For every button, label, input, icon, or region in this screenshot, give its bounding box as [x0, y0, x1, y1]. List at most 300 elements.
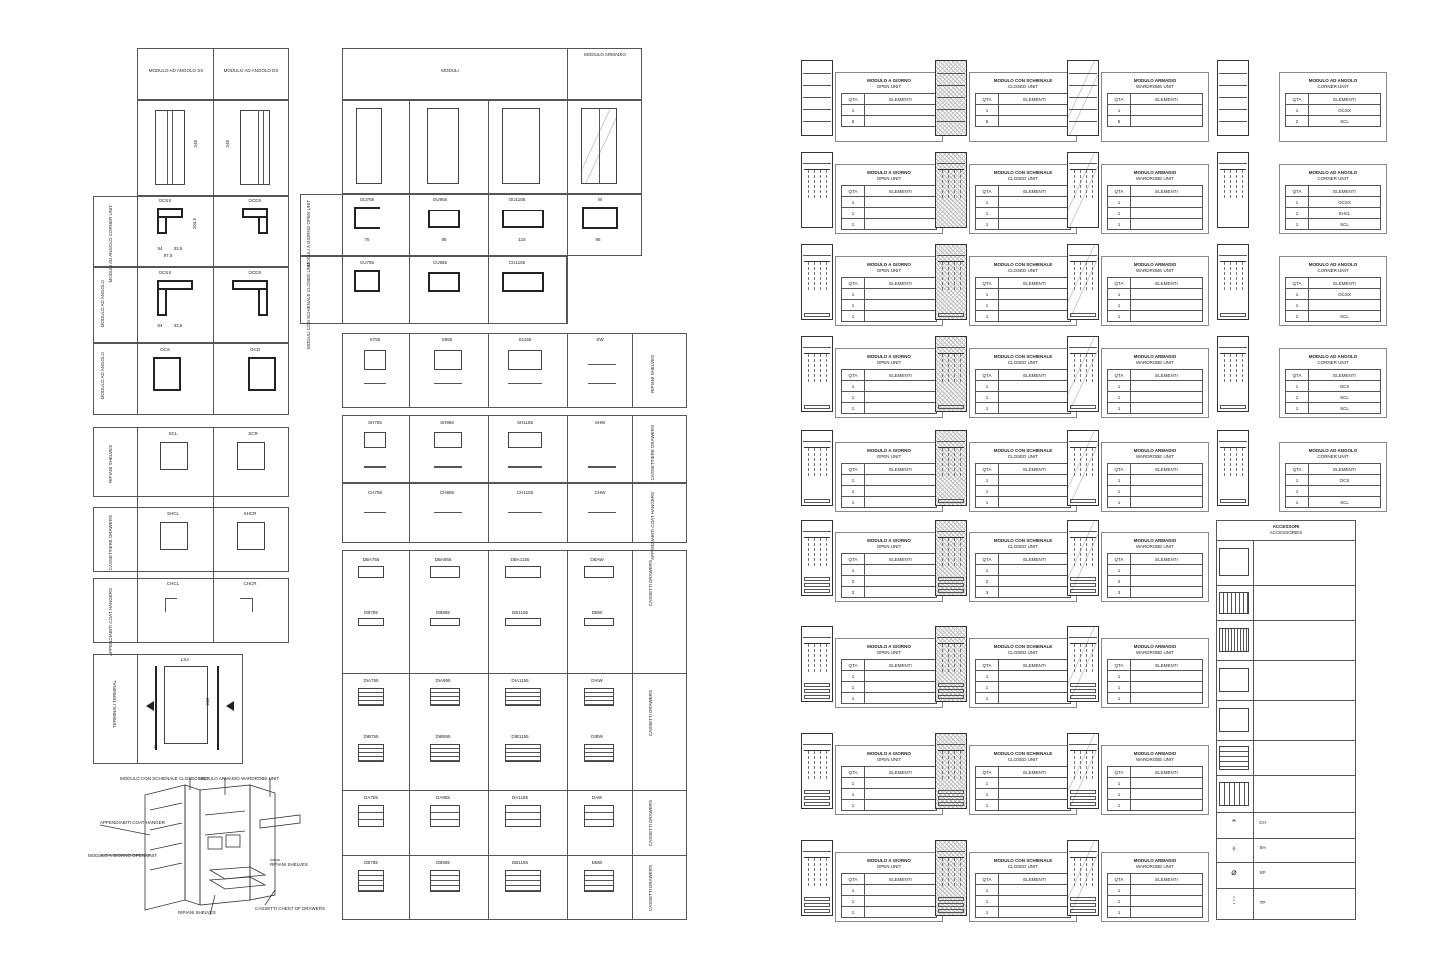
qty-cell: 1	[976, 671, 999, 682]
qty-cell: 1	[1108, 778, 1131, 789]
qty-cell: 1	[842, 682, 865, 693]
cabinet-elevation	[1067, 336, 1099, 412]
cabinet-elevation	[1067, 733, 1099, 809]
cabinet-elevation	[801, 60, 833, 136]
unit-table-frame	[1279, 164, 1387, 234]
elements-header: ELEMENTI	[1131, 767, 1203, 778]
qty-cell: 1	[976, 475, 999, 486]
unit-title: MODULO ARMADIO	[1133, 751, 1177, 756]
unit-title: MODULO CON SCHIENALE	[993, 78, 1053, 83]
accessory-drawing-1	[1219, 548, 1249, 576]
qty-cell: 1	[1286, 208, 1309, 219]
qty-cell: 1	[1286, 486, 1309, 497]
element-cell: SCL	[1309, 116, 1381, 127]
accessory-drawing-5	[1219, 708, 1249, 732]
unit-title: MODULO AD ANGOLO	[1308, 448, 1358, 453]
cabinet-elevation	[801, 336, 833, 412]
qty-cell: 1	[976, 486, 999, 497]
unit-table-frame	[969, 852, 1077, 922]
unit-subtitle: OPEN UNIT	[876, 360, 902, 365]
unit-subtitle: OPEN UNIT	[876, 176, 902, 181]
qty-header: QTA	[1286, 278, 1309, 289]
qty-header: QTA	[842, 874, 865, 885]
qty-cell: 1	[1108, 800, 1131, 811]
qty-header: QTA	[976, 186, 999, 197]
unit-subtitle: WARDROBE UNIT	[1135, 757, 1175, 762]
unit-table-frame	[835, 164, 943, 234]
cabinet-elevation	[935, 733, 967, 809]
qty-cell: 1	[1108, 197, 1131, 208]
qty-cell: 1	[1286, 392, 1309, 403]
elements-header: ELEMENTI	[865, 370, 937, 381]
qty-header: QTA	[842, 464, 865, 475]
unit-title: MODULO CON SCHIENALE	[993, 858, 1053, 863]
unit-title: MODULO CON SCHIENALE	[993, 170, 1053, 175]
element-cell: OCS	[1309, 381, 1381, 392]
unit-subtitle: CLOSED UNIT	[1007, 864, 1039, 869]
qty-cell: 1	[1286, 497, 1309, 508]
unit-title: MODULO CON SCHIENALE	[993, 448, 1053, 453]
qty-header: QTA	[842, 94, 865, 105]
unit-subtitle: OPEN UNIT	[876, 757, 902, 762]
qty-header: QTA	[842, 370, 865, 381]
qty-cell: 1	[842, 392, 865, 403]
unit-title: MODULO A GIORNO	[867, 448, 911, 453]
elements-header: ELEMENTI	[1131, 464, 1203, 475]
unit-subtitle: CLOSED UNIT	[1007, 757, 1039, 762]
qty-cell: 1	[842, 486, 865, 497]
qty-cell: 1	[1108, 403, 1131, 414]
unit-table-frame	[969, 256, 1077, 326]
elements-header: ELEMENTI	[999, 370, 1071, 381]
qty-header: QTA	[1108, 767, 1131, 778]
qty-header: QTA	[842, 278, 865, 289]
cabinet-elevation	[935, 626, 967, 702]
qty-cell: 1	[976, 381, 999, 392]
elements-header: ELEMENTI	[999, 186, 1071, 197]
qty-cell: 1	[976, 289, 999, 300]
unit-title: MODULO ARMADIO	[1133, 78, 1177, 83]
qty-header: QTA	[1108, 278, 1131, 289]
qty-cell: 1	[842, 300, 865, 311]
qty-cell: 1	[1108, 311, 1131, 322]
hanger-rod-icon: ⌀	[1231, 867, 1237, 877]
cabinet-elevation	[1067, 60, 1099, 136]
qty-cell: 1	[976, 392, 999, 403]
unit-title: MODULO A GIORNO	[867, 538, 911, 543]
unit-subtitle: CORNER UNIT	[1317, 176, 1349, 181]
unit-table-frame	[969, 348, 1077, 418]
qty-header: QTA	[1286, 464, 1309, 475]
unit-subtitle: OPEN UNIT	[876, 650, 902, 655]
elements-header: ELEMENTI	[1131, 186, 1203, 197]
qty-cell: 1	[1108, 300, 1131, 311]
qty-cell: 1	[842, 907, 865, 918]
qty-cell: 1	[842, 208, 865, 219]
accessory-drawing-7	[1219, 782, 1249, 806]
unit-subtitle: WARDROBE UNIT	[1135, 864, 1175, 869]
unit-title: MODULO CON SCHIENALE	[993, 354, 1053, 359]
qty-cell: 1	[976, 300, 999, 311]
qty-cell: 5	[1108, 116, 1131, 127]
cabinet-elevation	[801, 430, 833, 506]
qty-cell: 1	[1108, 486, 1131, 497]
cabinet-elevation	[1217, 336, 1249, 412]
accessories-title: ACCESSORI	[1272, 524, 1300, 529]
cabinet-elevation	[1217, 60, 1249, 136]
qty-cell: 5	[842, 116, 865, 127]
element-cell: SCL	[1309, 311, 1381, 322]
corner-header-right: MODULO AD ANGOLO DX	[223, 68, 279, 73]
qty-cell: 1	[976, 565, 999, 576]
accessories-sub: ACCESSORIES	[1269, 530, 1303, 535]
elements-header: ELEMENTI	[1309, 370, 1381, 381]
cabinet-elevation	[1217, 430, 1249, 506]
cabinet-elevation	[935, 430, 967, 506]
unit-subtitle: CLOSED UNIT	[1007, 84, 1039, 89]
unit-table-frame	[969, 164, 1077, 234]
cabinet-elevation	[801, 626, 833, 702]
elements-header: ELEMENTI	[865, 94, 937, 105]
unit-subtitle: WARDROBE UNIT	[1135, 176, 1175, 181]
qty-cell: 1	[976, 497, 999, 508]
qty-cell: 1	[842, 475, 865, 486]
cabinet-elevation	[935, 244, 967, 320]
unit-subtitle: CLOSED UNIT	[1007, 360, 1039, 365]
qty-cell: 1	[842, 896, 865, 907]
unit-subtitle: CLOSED UNIT	[1007, 454, 1039, 459]
cabinet-elevation	[935, 336, 967, 412]
elements-header: ELEMENTI	[865, 186, 937, 197]
unit-title: MODULO ARMADIO	[1133, 354, 1177, 359]
elements-header: ELEMENTI	[1309, 186, 1381, 197]
unit-table-frame	[969, 745, 1077, 815]
corner-hangers-row	[93, 578, 289, 643]
unit-subtitle: WARDROBE UNIT	[1135, 360, 1175, 365]
qty-cell: 1	[842, 671, 865, 682]
element-cell: OCS	[1309, 475, 1381, 486]
qty-cell: 1	[842, 105, 865, 116]
unit-table-frame	[969, 442, 1077, 512]
qty-header: QTA	[842, 186, 865, 197]
element-cell: OCSX	[1309, 105, 1381, 116]
corner-elevation-right	[240, 110, 270, 185]
unit-table-frame	[969, 532, 1077, 602]
qty-header: QTA	[1108, 94, 1131, 105]
unit-title: MODULO CON SCHIENALE	[993, 751, 1053, 756]
accessory-drawing-4	[1219, 668, 1249, 692]
unit-title: MODULO ARMADIO	[1133, 448, 1177, 453]
qty-cell: 1	[976, 403, 999, 414]
qty-cell: 1	[976, 800, 999, 811]
cabinet-elevation	[1067, 430, 1099, 506]
elements-header: ELEMENTI	[1131, 660, 1203, 671]
terminal-panel	[164, 666, 208, 744]
qty-cell: 1	[842, 789, 865, 800]
qty-header: QTA	[976, 278, 999, 289]
unit-title: MODULO AD ANGOLO	[1308, 354, 1358, 359]
qty-cell: 1	[842, 778, 865, 789]
qty-cell: 1	[976, 219, 999, 230]
unit-table-frame	[835, 852, 943, 922]
unit-table-frame	[835, 745, 943, 815]
qty-cell: 1	[976, 208, 999, 219]
qty-cell: 1	[1108, 105, 1131, 116]
qty-cell: 1	[1108, 565, 1131, 576]
cabinet-elevation	[1067, 244, 1099, 320]
modules-header: MODULI	[441, 68, 459, 73]
qty-cell: 1	[1108, 896, 1131, 907]
cabinet-elevation	[935, 60, 967, 136]
elements-header: ELEMENTI	[999, 874, 1071, 885]
qty-cell: 1	[1108, 475, 1131, 486]
unit-table-frame	[1101, 256, 1209, 326]
elements-header: ELEMENTI	[999, 464, 1071, 475]
qty-cell: 1	[842, 403, 865, 414]
qty-cell: 1	[1286, 300, 1309, 311]
qty-cell: 1	[976, 778, 999, 789]
corner-header-left: MODULO AD ANGOLO SX	[148, 68, 204, 73]
unit-table-frame	[969, 72, 1077, 142]
qty-cell: 1	[842, 565, 865, 576]
unit-subtitle: OPEN UNIT	[876, 454, 902, 459]
unit-subtitle: OPEN UNIT	[876, 268, 902, 273]
unit-subtitle: WARDROBE UNIT	[1135, 268, 1175, 273]
unit-title: MODULO CON SCHIENALE	[993, 538, 1053, 543]
unit-subtitle: WARDROBE UNIT	[1135, 454, 1175, 459]
qty-header: QTA	[1286, 94, 1309, 105]
qty-cell: 1	[1108, 671, 1131, 682]
qty-cell: 1	[976, 197, 999, 208]
unit-subtitle: WARDROBE UNIT	[1135, 650, 1175, 655]
qty-header: QTA	[976, 464, 999, 475]
unit-table-frame	[969, 638, 1077, 708]
elements-header: ELEMENTI	[999, 94, 1071, 105]
tie-rack-icon: ⋮	[1229, 895, 1239, 905]
accessory-drawing-6	[1219, 746, 1249, 770]
qty-cell: 1	[842, 311, 865, 322]
element-cell: SCL	[1309, 403, 1381, 414]
unit-title: MODULO AD ANGOLO	[1308, 170, 1358, 175]
qty-cell: 1	[1108, 289, 1131, 300]
coat-hanger-icon: ⌃	[1230, 818, 1238, 828]
qty-cell: 1	[842, 800, 865, 811]
unit-title: MODULO AD ANGOLO	[1308, 262, 1358, 267]
qty-cell: 1	[976, 693, 999, 704]
exploded-view-drawing	[90, 775, 315, 920]
qty-cell: 1	[1286, 105, 1309, 116]
elements-header: ELEMENTI	[999, 278, 1071, 289]
qty-cell: 1	[842, 885, 865, 896]
cabinet-elevation	[801, 733, 833, 809]
unit-subtitle: OPEN UNIT	[876, 84, 902, 89]
unit-table-frame	[835, 638, 943, 708]
qty-cell: 1	[1286, 197, 1309, 208]
qty-cell: 1	[1108, 219, 1131, 230]
wardrobe-header: MODULO ARMADIO	[584, 52, 626, 57]
elements-header: ELEMENTI	[865, 767, 937, 778]
unit-title: MODULO ARMADIO	[1133, 858, 1177, 863]
qty-cell: 1	[976, 105, 999, 116]
qty-cell: 2	[976, 576, 999, 587]
qty-cell: 3	[1108, 587, 1131, 598]
unit-table-frame	[1101, 348, 1209, 418]
unit-title: MODULO A GIORNO	[867, 644, 911, 649]
cabinet-elevation	[935, 840, 967, 916]
cabinet-elevation	[935, 152, 967, 228]
unit-title: MODULO CON SCHIENALE	[993, 262, 1053, 267]
unit-title: MODULO AD ANGOLO	[1308, 78, 1358, 83]
unit-table-frame	[1101, 442, 1209, 512]
qty-header: QTA	[976, 660, 999, 671]
unit-subtitle: WARDROBE UNIT	[1135, 84, 1175, 89]
qty-cell: 1	[842, 381, 865, 392]
qty-cell: 1	[1108, 381, 1131, 392]
element-cell: OCSX	[1309, 289, 1381, 300]
corner-elevation-left	[155, 110, 185, 185]
unit-title: MODULO ARMADIO	[1133, 262, 1177, 267]
qty-cell: 1	[976, 311, 999, 322]
elements-header: ELEMENTI	[999, 554, 1071, 565]
elements-header: ELEMENTI	[1309, 464, 1381, 475]
unit-subtitle: CORNER UNIT	[1317, 360, 1349, 365]
side-label-corner: MODULI AD ANGOLO CORNER UNIT	[108, 205, 113, 283]
qty-cell: 2	[1286, 311, 1309, 322]
qty-cell: 1	[976, 682, 999, 693]
drawers-row	[342, 415, 687, 483]
qty-cell: 1	[842, 693, 865, 704]
unit-title: MODULO A GIORNO	[867, 354, 911, 359]
unit-table-frame	[1279, 72, 1387, 142]
cabinet-elevation	[801, 244, 833, 320]
unit-subtitle: OPEN UNIT	[876, 544, 902, 549]
cabinet-elevation	[801, 520, 833, 596]
unit-subtitle: CORNER UNIT	[1317, 454, 1349, 459]
qty-cell: 1	[1108, 907, 1131, 918]
unit-table-frame	[1101, 72, 1209, 142]
unit-table-frame	[1101, 164, 1209, 234]
unit-title: MODULO A GIORNO	[867, 170, 911, 175]
elements-header: ELEMENTI	[999, 767, 1071, 778]
unit-title: MODULO A GIORNO	[867, 858, 911, 863]
elements-header: ELEMENTI	[1309, 278, 1381, 289]
qty-cell: 3	[842, 587, 865, 598]
elements-header: ELEMENTI	[865, 278, 937, 289]
cabinet-elevation	[1217, 152, 1249, 228]
qty-header: QTA	[1108, 554, 1131, 565]
unit-subtitle: CLOSED UNIT	[1007, 650, 1039, 655]
element-cell: SHCL	[1309, 208, 1381, 219]
accessory-drawing-2	[1219, 592, 1249, 614]
unit-table-frame	[1101, 638, 1209, 708]
unit-subtitle: CLOSED UNIT	[1007, 176, 1039, 181]
element-cell: SCL	[1309, 219, 1381, 230]
qty-header: QTA	[842, 767, 865, 778]
unit-table-frame	[1279, 442, 1387, 512]
qty-header: QTA	[1108, 874, 1131, 885]
qty-cell: 1	[976, 896, 999, 907]
unit-title: MODULO ARMADIO	[1133, 170, 1177, 175]
cabinet-elevation	[1067, 840, 1099, 916]
unit-table-frame	[835, 348, 943, 418]
qty-header: QTA	[1108, 186, 1131, 197]
qty-header: QTA	[976, 874, 999, 885]
qty-cell: 1	[976, 907, 999, 918]
qty-header: QTA	[976, 554, 999, 565]
qty-cell: 1	[1108, 497, 1131, 508]
qty-cell: 1	[1108, 392, 1131, 403]
elements-header: ELEMENTI	[865, 464, 937, 475]
qty-cell: 1	[1286, 381, 1309, 392]
qty-header: QTA	[1108, 464, 1131, 475]
qty-header: QTA	[1108, 660, 1131, 671]
qty-header: QTA	[976, 767, 999, 778]
qty-cell: 1	[1108, 208, 1131, 219]
cabinet-elevation	[1067, 152, 1099, 228]
qty-cell: 2	[1108, 576, 1131, 587]
qty-header: QTA	[976, 94, 999, 105]
unit-title: MODULO ARMADIO	[1133, 538, 1177, 543]
unit-title: MODULO A GIORNO	[867, 751, 911, 756]
unit-title: MODULO ARMADIO	[1133, 644, 1177, 649]
qty-cell: 1	[1286, 219, 1309, 230]
unit-title: MODULO CON SCHIENALE	[993, 644, 1053, 649]
unit-table-frame	[835, 442, 943, 512]
qty-header: QTA	[1286, 370, 1309, 381]
cabinet-elevation	[1067, 520, 1099, 596]
qty-cell: 2	[1286, 116, 1309, 127]
unit-subtitle: WARDROBE UNIT	[1135, 544, 1175, 549]
qty-cell: 1	[842, 497, 865, 508]
qty-cell: 1	[842, 289, 865, 300]
elements-header: ELEMENTI	[999, 660, 1071, 671]
elements-header: ELEMENTI	[1309, 94, 1381, 105]
unit-title: MODULO A GIORNO	[867, 262, 911, 267]
unit-subtitle: CORNER UNIT	[1317, 268, 1349, 273]
elements-header: ELEMENTI	[1131, 554, 1203, 565]
cabinet-elevation	[1217, 244, 1249, 320]
qty-cell: 1	[1108, 885, 1131, 896]
height-label: 248	[193, 140, 198, 148]
element-cell: OCSX	[1309, 197, 1381, 208]
qty-cell: 1	[1108, 789, 1131, 800]
unit-table-frame	[1279, 348, 1387, 418]
elements-header: ELEMENTI	[1131, 874, 1203, 885]
qty-cell: 1	[1286, 289, 1309, 300]
elements-header: ELEMENTI	[865, 554, 937, 565]
cabinet-elevation	[935, 520, 967, 596]
element-cell: SCL	[1309, 497, 1381, 508]
cabinet-elevation	[801, 152, 833, 228]
qty-cell: 2	[842, 576, 865, 587]
cabinet-elevation	[801, 840, 833, 916]
unit-table-frame	[1101, 532, 1209, 602]
unit-subtitle: OPEN UNIT	[876, 864, 902, 869]
elements-header: ELEMENTI	[1131, 370, 1203, 381]
unit-subtitle: CLOSED UNIT	[1007, 544, 1039, 549]
qty-cell: 1	[842, 219, 865, 230]
qty-header: QTA	[1108, 370, 1131, 381]
elements-header: ELEMENTI	[865, 660, 937, 671]
qty-cell: 3	[976, 587, 999, 598]
qty-cell: 1	[1286, 403, 1309, 414]
unit-table-frame	[1101, 745, 1209, 815]
qty-header: QTA	[842, 660, 865, 671]
unit-table-frame	[1279, 256, 1387, 326]
cabinet-elevation	[1067, 626, 1099, 702]
accessory-drawing-3	[1219, 628, 1249, 652]
unit-table-frame	[835, 256, 943, 326]
